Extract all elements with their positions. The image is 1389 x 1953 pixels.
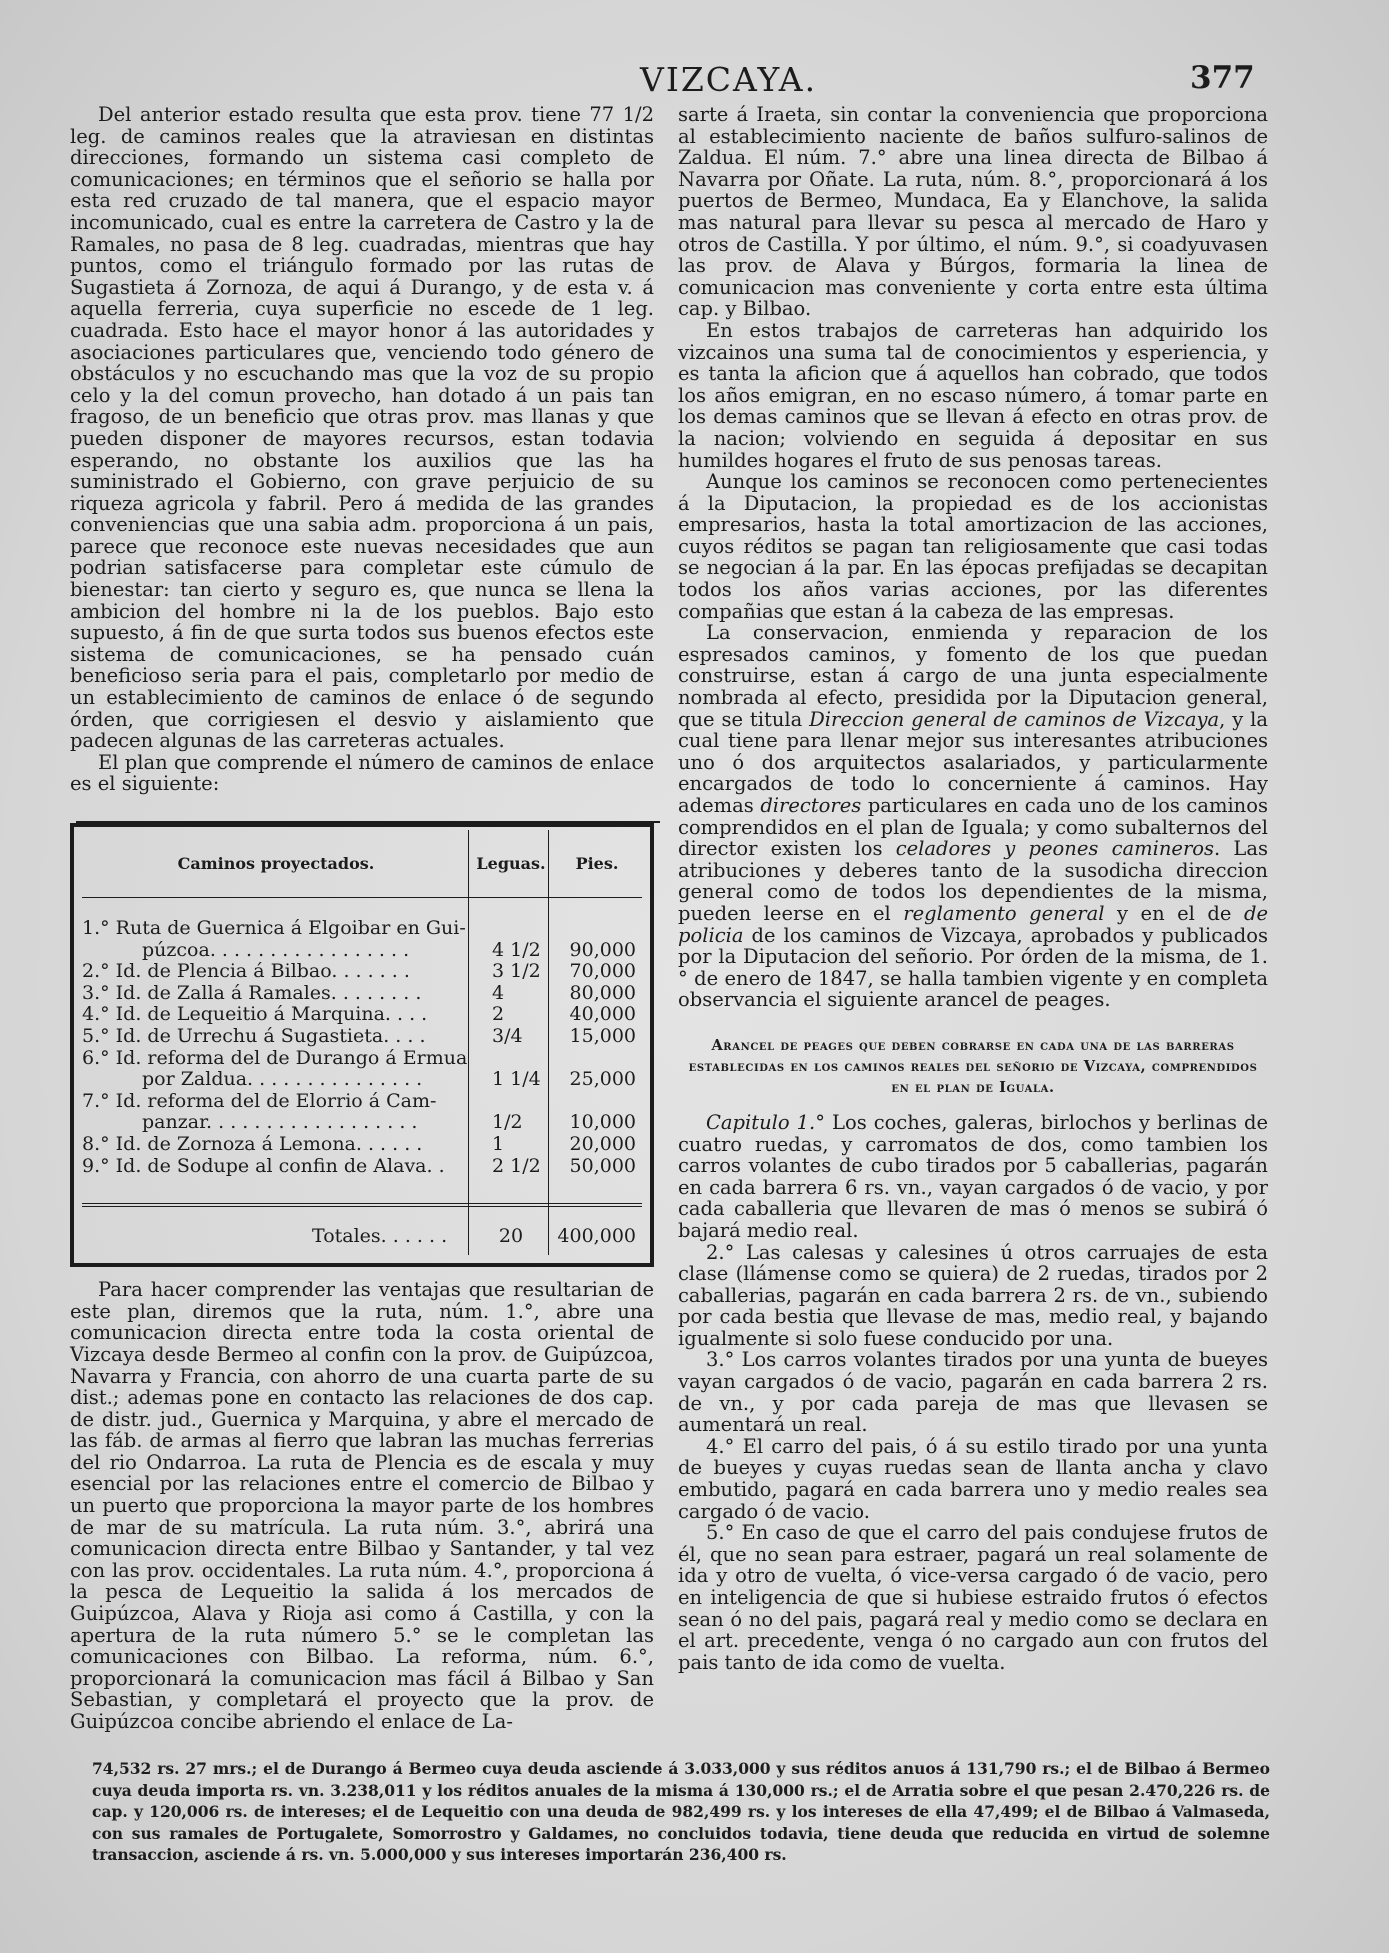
road-pies: 10,000 xyxy=(569,1111,636,1134)
road-pies: 70,000 xyxy=(569,960,636,983)
paragraph: sarte á Iraeta, sin contar la conveniencia que proporciona al establecimiento naciente de baños sulfuro-salinos de Zaldua. El núm. 7.° abre una linea directa de Bilbao á Navarra por Oñate. La ruta, núm. 8.°, proporcionará á los puertos de Bermeo, Mundaca, Ea y Elanchove, la salida mas natural para llevar su pesca al mercado de Haro y otros de Castilla. Y por último, el núm. 9.°, si coadyuvasen las prov. de Alava y Búrgos, formaria la linea de comunicacion mas conveniente y corta entre esta última cap. y Bilbao. xyxy=(678,103,1268,321)
table-row xyxy=(82,1134,642,1156)
table-row xyxy=(82,961,642,983)
road-pies: 15,000 xyxy=(569,1024,636,1047)
road-pies: 90,000 xyxy=(569,938,636,961)
road-pies: 50,000 xyxy=(569,1154,636,1177)
road-leguas: 2 1/2 xyxy=(492,1154,541,1177)
table-row xyxy=(82,918,642,961)
road-name: 4.° Id. de Lequeitio á Marquina. . . . xyxy=(82,1003,428,1026)
roads-table xyxy=(70,823,654,1267)
road-pies: 80,000 xyxy=(569,981,636,1004)
road-name: 3.° Id. de Zalla á Ramales. . . . . . . . xyxy=(82,981,422,1004)
running-header xyxy=(0,60,1389,100)
article: 2.° Las calesas y calesines ú otros carruajes de esta clase (llámense como se quiera) de 2 ruedas, tirados por 2 caballerias, pagarán en cada barrera 2 rs. de vn., subiendo por cada bestia que llevase de mas, medio real, y bajando igualmente si solo fuese conducido por una. xyxy=(678,1240,1268,1350)
article: 5.° En caso de que el carro del pais condujese frutos de él, que no sean para estraer, pagará un real solamente de ida y otro de vuelta, ó vice-versa cargado ó de vacio, pero en inteligencia de que si hubiese estraido frutos ó efectos sean ó no del pais, pagará real y medio como se declara en el art. precedente, venga ó no cargado aun con frutos del pais tanto de ida como de vuelta. xyxy=(678,1521,1268,1674)
article: Capitulo 1.° Los coches, galeras, birlochos y berlinas de cuatro ruedas, y carromatos de dos, como tambien los carros volantes de cubo tirados por 5 caballerias, pagarán en cada barrera 6 rs. vn., vayan cargados ó de vacio, y por cada caballeria que llevaren de mas ó menos se subirá ó bajará medio real. xyxy=(678,1110,1268,1242)
road-leguas: 1/2 xyxy=(492,1111,523,1134)
paragraph: La conservacion, enmienda y reparacion de los espresados caminos, y fomento de los que puedan construirse, estan á cargo de una junta especialmente nombrada al efecto, presidida por la Diputacion general, que se titula Direccion general de caminos de Vizcaya, y la cual tiene para llenar mejor sus interesantes atribuciones uno ó dos arquitectos asalariados, y particularmente encargados de todo lo concerniente á caminos. Hay ademas directores particulares en cada uno de los caminos comprendidos en el plan de Iguala; y como subalternos del director existen los celadores y peones camineros. Las atribuciones y deberes tanto de la susodicha direccion general como de todos los dependientes de la misma, pueden leerse en el reglamento general y en el de de policia de los caminos de Vizcaya, aprobados y publicados por la Diputacion del señorio. Por órden de la misma, de 1.° de enero de 1847, se halla tambien vigente y en completa observancia el siguiente arancel de peages. xyxy=(678,621,1268,1012)
table-row xyxy=(82,1026,642,1048)
road-leguas: 3/4 xyxy=(492,1024,523,1047)
table-row xyxy=(82,1091,642,1134)
table-row xyxy=(82,1048,642,1091)
article-label: Capitulo 1.° xyxy=(706,1110,826,1134)
running-title: VIZCAYA. xyxy=(640,60,818,99)
footnote: 74,532 rs. 27 mrs.; el de Durango á Bermeo cuya deuda asciende á 3.033,000 y sus réditos anuos á 131,790 rs.; el de Bilbao á Bermeo cuya deuda importa rs. vn. 3.238,011 y los réditos anuales de la misma á 130,000 rs.; el de Arratia sobre el que pesan 2.470,226 rs. de cap. y 120,006 rs. de intereses; el de Lequeitio con una deuda de 982,499 rs. y los intereses de ella 47,499; el de Bilbao á Valmaseda, con sus ramales de Portugalete, Somorrostro y Galdames, no concluidos todavia, tiene deuda que reducida en virtud de solemne transaccion, asciende á rs. vn. 5.000,000 y sus intereses importarán 236,400 rs. xyxy=(92,1759,1270,1864)
road-name: 6.° Id. reforma del de Durango á Ermua por Zaldua. . . . . . . . . . . . . . . xyxy=(82,1046,468,1091)
road-name: 2.° Id. de Plencia á Bilbao. . . . . . . xyxy=(82,960,410,983)
table-total-row xyxy=(82,1203,642,1255)
total-pies: 400,000 xyxy=(557,1225,636,1248)
road-name: 7.° Id. reforma del de Elorrio á Cam- panzar. . . . . . . . . . . . . . . . . . xyxy=(82,1089,437,1134)
paragraph: El plan que comprende el número de caminos de enlace es el siguiente: xyxy=(70,750,654,796)
tariff-heading: Arancel de peages que deben cobrarse en cada una de las barreras establecidas en los caminos reales del señorio de Vizcaya, comprendidos en el plan de Iguala. xyxy=(688,1036,1258,1096)
paragraph: Para hacer comprender las ventajas que resultarian de este plan, diremos que la ruta, núm. 1.°, abre una comunicacion directa entre toda la costa oriental de Vizcaya desde Bermeo al confin con la prov. de Guipúzcoa, Navarra y Francia, con ahorro de una cuarta parte de su dist.; ademas pone en contacto las relaciones de dos cap. de distr. jud., Guernica y Marquina, y abre el mercado de las fáb. de armas al fierro que labran las muchas ferrerias del rio Ondarroa. La ruta de Plencia es de escala y muy esencial por las relaciones entre el comercio de Bilbao y un puerto que proporciona la mayor parte de los hombres de mar de su matrícula. La ruta núm. 3.°, abrirá una comunicacion directa entre Bilbao y Santander, y tal vez con las prov. occidentales. La ruta núm. 4.°, proporciona á la pesca de Lequeitio la salida á los mercados de Guipúzcoa, Alava y Rioja asi como á Castilla, y con la apertura de la ruta número 5.° se le completan las comunicaciones con Bilbao. La reforma, núm. 6.°, proporcionará la comunicacion mas fácil á Bilbao y San Sebastian, y completará el proyecto que la prov. de Guipúzcoa concibe abriendo el enlace de La- xyxy=(70,1278,654,1733)
table-row xyxy=(82,1156,642,1178)
road-pies: 20,000 xyxy=(569,1132,636,1155)
page-number: 377 xyxy=(1190,60,1255,96)
road-leguas: 1 1/4 xyxy=(492,1068,541,1091)
article: 4.° El carro del pais, ó á su estilo tirado por una yunta de bueyes y cuyas ruedas sean de llanta ancha y clavo embutido, pagará en cada barrera uno y medio reales sea cargado ó de vacio. xyxy=(678,1434,1268,1523)
total-leguas: 20 xyxy=(498,1225,524,1248)
road-name: 8.° Id. de Zornoza á Lemona. . . . . . xyxy=(82,1132,423,1155)
article: 3.° Los carros volantes tirados por una yunta de bueyes vayan cargados ó de vacio, pagarán en cada barrera 2 rs. de vn., y por cada pareja de mas que llevasen se aumentará un real. xyxy=(678,1348,1268,1437)
road-leguas: 4 1/2 xyxy=(492,938,541,961)
paragraph: En estos trabajos de carreteras han adquirido los vizcainos una suma tal de conocimientos y esperiencia, y es tanta la aficion que á aquellos han cobrado, que todos los años emigran, en no escaso número, á tomar parte en los demas caminos que se llevan á efecto en otras prov. de la nacion; volviendo en seguida á depositar en sus humildes hogares el fruto de sus penosas tareas. xyxy=(678,318,1268,472)
table-body xyxy=(82,898,642,1255)
paragraph: Aunque los caminos se reconocen como pertenecientes á la Diputacion, la propiedad es de los accionistas empresarios, hasta la total amortizacion de las acciones, cuyos réditos se pagan tan religiosamente que casi todas se negocian á la par. En las épocas prefijadas se decapitan todos los años varias acciones, por las diferentes compañias que estan á la cabeza de las empresas. xyxy=(678,470,1268,623)
road-name: 9.° Id. de Sodupe al confin de Alava. . xyxy=(82,1154,445,1177)
header-leguas: Leguas. xyxy=(476,853,546,873)
header-roads: Caminos proyectados. xyxy=(177,853,375,873)
road-leguas: 4 xyxy=(492,981,505,1004)
table-row xyxy=(82,983,642,1005)
right-column xyxy=(678,104,1268,1673)
road-leguas: 3 1/2 xyxy=(492,960,541,983)
left-column xyxy=(70,104,654,1733)
road-name: 5.° Id. de Urrechu á Sugastieta. . . . xyxy=(82,1024,426,1047)
total-label: Totales. . . . . . xyxy=(312,1225,448,1248)
road-pies: 40,000 xyxy=(569,1003,636,1026)
paragraph: Del anterior estado resulta que esta prov. tiene 77 1/2 leg. de caminos reales que la atraviesan en distintas direcciones, formando un sistema casi completo de comunicaciones; en términos que el señorio se halla por esta red cruzado de tal manera, que el espacio mayor incomunicado, cual es entre la carretera de Castro y la de Ramales, no pasa de 8 leg. cuadradas, mientras que hay puntos, como el triángulo formado por las rutas de Sugastieta á Zornoza, de aqui á Durango, y de esta v. á aquella ferreria, cuya superficie no escede de 1 leg. cuadrada. Esto hace el mayor honor á las autoridades y asociaciones particulares que, venciendo todo género de obstáculos y no escuchando mas que la voz de su propio celo y la del comun provecho, han dotado á un pais tan fragoso, de un beneficio que otras prov. mas llanas y que pueden disponer de mayores recursos, estan todavia esperando, no obstante los auxilios que las ha suministrado el Gobierno, con grave perjuicio de su riqueza agricola y fabril. Pero á medida de las grandes conveniencias que una sabia adm. proporciona á un pais, parece que reconoce este nuevas necesidades que aun podrian satisfacerse para completar este cúmulo de bienestar: tan cierto y seguro es, que nunca se llena la ambicion del hombre ni la de los pueblos. Bajo esto supuesto, á fin de que surta todos sus buenos efectos este sistema de comunicaciones, se ha pensado cuán beneficioso seria para el pais, completarlo por medio de un establecimiento de caminos de enlace ó de segundo órden, que corrigiesen el desvio y aislamiento que padecen algunas de las carreteras actuales. xyxy=(70,103,654,753)
road-pies: 25,000 xyxy=(569,1068,636,1091)
table-row xyxy=(82,1004,642,1026)
header-pies: Pies. xyxy=(575,853,619,873)
road-name: 1.° Ruta de Guernica á Elgoibar en Gui- púzcoa. . . . . . . . . . . . . . . . . xyxy=(82,917,466,961)
road-leguas: 2 xyxy=(492,1003,505,1026)
road-leguas: 1 xyxy=(492,1132,505,1155)
table-header xyxy=(82,829,642,898)
